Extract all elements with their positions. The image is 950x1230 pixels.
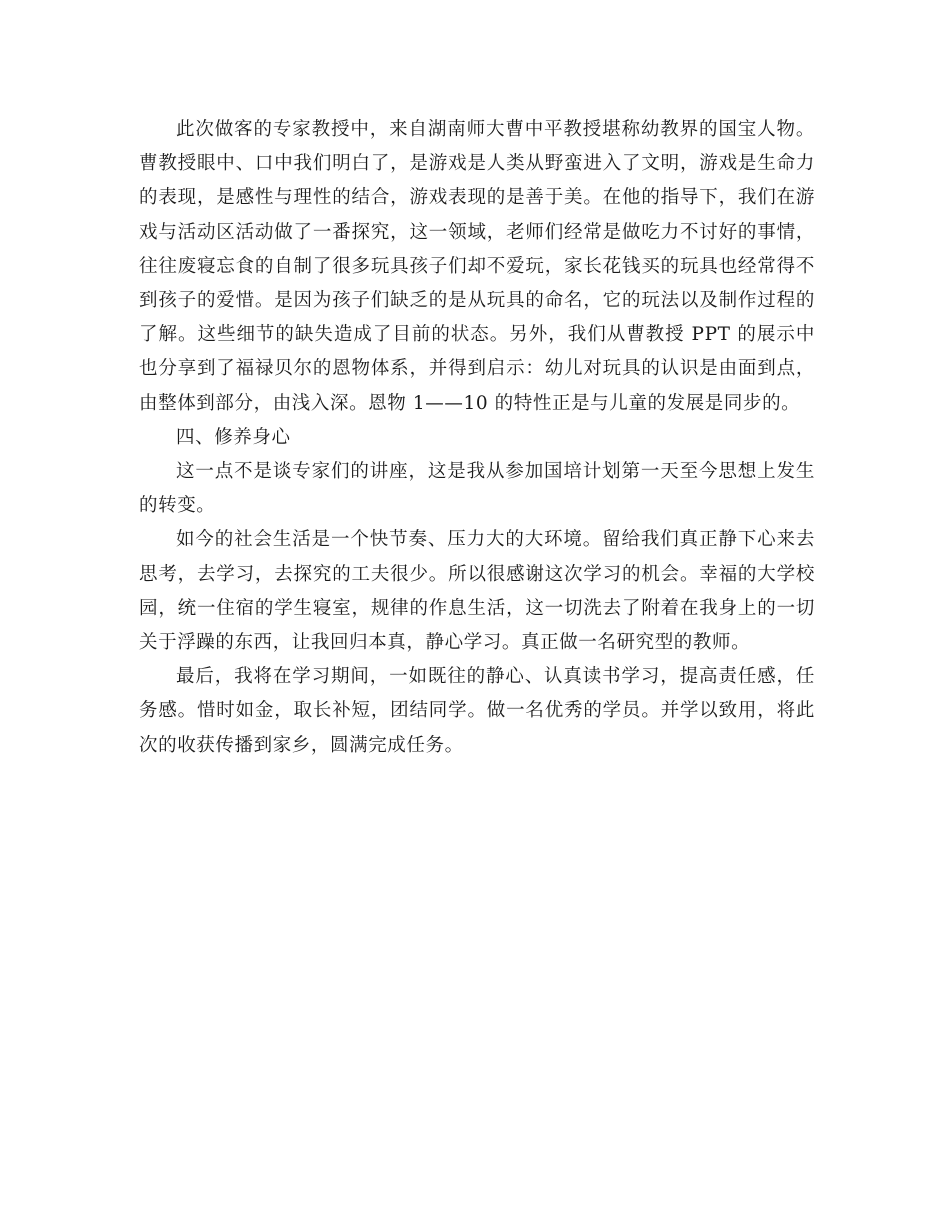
paragraph-mindset-change: 这一点不是谈专家们的讲座，这是我从参加国培计划第一天至今思想上发生的转变。 bbox=[139, 461, 815, 517]
paragraph-conclusion: 最后，我将在学习期间，一如既往的静心、认真读书学习，提高责任感，任务感。惜时如金，取长补短，团结同学。做一名优秀的学员。并学以致用，将此次的收获传播到家乡，圆满完成任务。 bbox=[139, 666, 815, 756]
section-heading-self-cultivation: 四、修养身心 bbox=[176, 426, 291, 448]
paragraph-toy-research: 此次做客的专家教授中，来自湖南师大曹中平教授堪称幼教界的国宝人物。曹教授眼中、口中我们明白了，是游戏是人类从野蛮进入了文明，游戏是生命力的表现，是感性与理性的结合，游戏表现的是善于美。在他的指导下，我们在游戏与活动区活动做了一番探究，这一领域，老师们经常是做吃力不讨好的事情，往往废寝忘食的自制了很多玩具孩子们却不爱玩，家长花钱买的玩具也经常得不到孩子的爱惜。是因为孩子们缺乏的是从玩具的命名，它的玩法以及制作过程的了解。这些细节的缺失造成了目前的状态。另外，我们从曹教授 PPT 的展示中也分享到了福禄贝尔的恩物体系，并得到启示：幼儿对玩具的认识是由面到点，由整体到部分，由浅入深。恩物 1——10 的特性正是与儿童的发展是同步的。 bbox=[139, 119, 815, 414]
document-body bbox=[139, 113, 815, 763]
paragraph-social-life: 如今的社会生活是一个快节奏、压力大的大环境。留给我们真正静下心来去思考，去学习，去探究的工夫很少。所以很感谢这次学习的机会。幸福的大学校园，统一住宿的学生寝室，规律的作息生活，这一切洗去了附着在我身上的一切关于浮躁的东西，让我回归本真，静心学习。真正做一名研究型的教师。 bbox=[139, 529, 815, 654]
